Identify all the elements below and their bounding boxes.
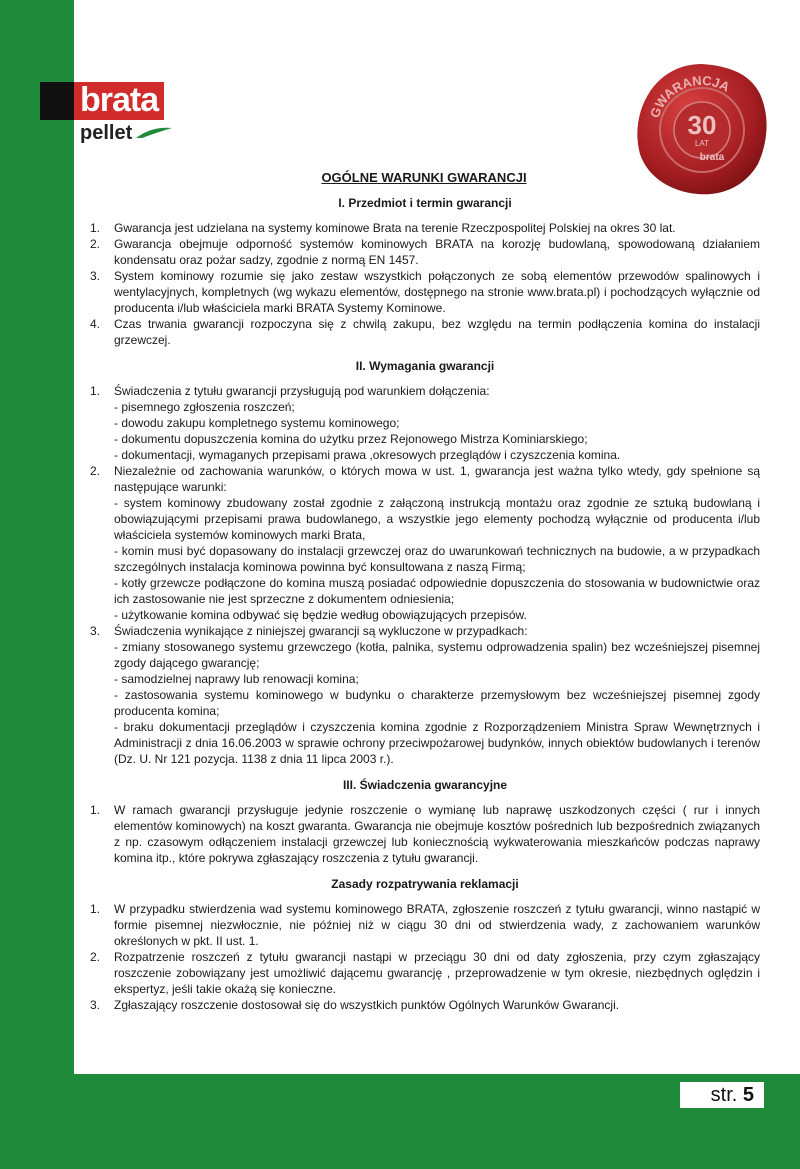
item-line: W przypadku stwierdzenia wad systemu kominowego BRATA, zgłoszenie roszczeń z tytułu gwarancji, winno nastąpić w formie pisemnej niezwłocznie, nie później niż w ciągu 30 dni od stwierdzenia wady, z zachowaniem warunków określonych w pkt. II ust. 1. [114, 902, 760, 948]
item-line: - użytkowanie komina odbywać się będzie według obowiązujących przepisów. [114, 608, 527, 622]
item-number: 2. [90, 950, 101, 964]
item-text [114, 949, 760, 997]
item-text [114, 268, 760, 316]
list-item [90, 623, 760, 767]
list-item [90, 236, 760, 268]
item-line: - kotły grzewcze podłączone do komina muszą posiadać odpowiednie dopuszczenia do stosowania w budownictwie oraz ich zastosowanie nie jest sprzeczne z dokumentem odniesienia; [114, 576, 760, 606]
item-line: Gwarancja obejmuje odporność systemów kominowych BRATA na korozję budowlaną, spowodowaną działaniem kondensatu oraz pożar sadzy, zgodnie z normą EN 1457. [114, 237, 760, 267]
item-line: Rozpatrzenie roszczeń z tytułu gwarancji nastąpi w przeciągu 30 dni od daty zgłoszenia, przy czym zgłaszający roszczenie zobowiązany jest umożliwić dającemu gwarancję , przeprowadzenie w tym okresie, niezbędnych oględzin i ekspertyz, jeśli takie okażą się konieczne. [114, 950, 760, 996]
item-number: 2. [90, 237, 101, 251]
seal-number: 30 [687, 110, 717, 140]
item-line: Świadczenia z tytułu gwarancji przysługują pod warunkiem dołączenia: [114, 384, 490, 398]
section-title: II. Wymagania gwarancji [355, 359, 495, 373]
logo-brand-text: brata [74, 82, 164, 120]
page-title: OGÓLNE WARUNKI GWARANCJI [321, 170, 527, 185]
section-title: Zasady rozpatrywania reklamacji [331, 877, 519, 891]
item-number: 3. [90, 269, 101, 283]
item-text [114, 997, 760, 1013]
item-text [114, 236, 760, 268]
item-text [114, 316, 760, 348]
section-title: I. Przedmiot i termin gwarancji [338, 196, 512, 210]
item-number: 1. [90, 902, 101, 916]
section-benefits [90, 777, 760, 866]
leaf-icon [134, 126, 174, 140]
item-line: - system kominowy zbudowany został zgodnie z załączoną instrukcją montażu oraz zgodnie ze sztuką budowlaną i obowiązującymi przepisami prawa budowlanego, a wszystkie jego elementy pochodzą wyłącznie od producenta i/lub właściciela systemów kominowych marki Brata, [114, 496, 760, 542]
item-text [114, 383, 760, 463]
item-text [114, 802, 760, 866]
item-line: - dowodu zakupu kompletnego systemu kominowego; [114, 416, 400, 430]
page-number: 5 [742, 1084, 754, 1106]
item-number: 2. [90, 464, 101, 478]
item-number: 4. [90, 317, 101, 331]
list-item [90, 997, 760, 1013]
section-requirements [90, 358, 760, 767]
item-number: 3. [90, 998, 101, 1012]
item-text [114, 901, 760, 949]
item-line: - dokumentu dopuszczenia komina do użytku przez Rejonowego Mistrza Kominiarskiego; [114, 432, 588, 446]
seal-unit: LAT [694, 139, 710, 148]
list-item [90, 220, 760, 236]
list-item [90, 802, 760, 866]
section-complaints [90, 876, 760, 1013]
item-text [114, 623, 760, 767]
item-text [114, 220, 760, 236]
logo-black-block [40, 82, 74, 120]
item-number: 1. [90, 384, 101, 398]
section-title: III. Świadczenia gwarancyjne [342, 778, 508, 792]
item-line: System kominowy rozumie się jako zestaw wszystkich połączonych ze sobą elementów przewodów spalinowych i wentylacyjnych, kompletnych (wg wykazu elementów, dostępnego na stronie www.brata.pl) i pochodzących wyłącznie od producenta i/lub właściciela marki BRATA Systemy Kominowe. [114, 269, 760, 315]
list-item [90, 463, 760, 623]
list-item [90, 901, 760, 949]
item-line: Gwarancja jest udzielana na systemy kominowe Brata na terenie Rzeczpospolitej Polskiej na okres 30 lat. [114, 221, 676, 235]
item-line: Świadczenia wynikające z niniejszej gwarancji są wykluczone w przypadkach: [114, 624, 528, 638]
item-line: - pisemnego zgłoszenia roszczeń; [114, 400, 295, 414]
brata-pellet-logo [40, 82, 175, 142]
item-line: Zgłaszający roszczenie dostosował się do wszystkich punktów Ogólnych Warunków Gwarancji. [114, 998, 620, 1012]
logo-sub-text: pellet [80, 122, 133, 144]
section-subject [90, 195, 760, 348]
document-body [90, 192, 760, 1023]
item-line: Niezależnie od zachowania warunków, o których mowa w ust. 1, gwarancja jest ważna tylko wtedy, gdy spełnione są następujące warunki: [114, 464, 760, 494]
item-line: - zmiany stosowanego systemu grzewczego (kotła, palnika, systemu odprowadzenia spalin) bez wcześniejszej pisemnej zgody dającego gwarancję; [114, 640, 760, 670]
item-line: - dokumentacji, wymaganych przepisami prawa ,okresowych przeglądów i czyszczenia komina. [114, 448, 621, 462]
item-line: - zastosowania systemu kominowego w budynku o charakterze przemysłowym bez wcześniejszej pisemnej zgody producenta komina; [114, 688, 760, 718]
item-line: - komin musi być dopasowany do instalacji grzewczej oraz do uwarunkowań technicznych na budowie, a w przypadkach szczególnych instalacja kominowa powinna być konsultowana z naszą Firmą; [114, 544, 760, 574]
seal-ring-text: GWARANCJA [646, 72, 733, 120]
item-text [114, 463, 760, 623]
list-item [90, 949, 760, 997]
item-line: W ramach gwarancji przysługuje jedynie roszczenie o wymianę lub naprawę uszkodzonych części ( rur i innych elementów kominowych) na koszt gwaranta. Gwarancja nie obejmuje kosztów pośrednich lub bezpośrednich związanych z np. czasowym odłączeniem instalacji grzewczej lub koniecznością wykwaterowania mieszkańców podczas naprawy komina itp., które pokrywa zgłaszający roszczenia z tytułu gwarancji. [114, 803, 760, 865]
list-item [90, 268, 760, 316]
item-line: - braku dokumentacji przeglądów i czyszczenia komina zgodnie z Rozporządzeniem Ministra Spraw Wewnętrznych i Administracji z dnia 16.06.2003 w sprawie ochrony przeciwpożarowej budynków, innych obiektów budowlanych i terenów (Dz. U. Nr 121 pozycja. 1138 z dnia 11 lipca 2003 r.). [114, 720, 760, 766]
item-number: 3. [90, 624, 101, 638]
item-number: 1. [90, 221, 101, 235]
item-line: - samodzielnej naprawy lub renowacji komina; [114, 672, 359, 686]
page-number-badge [680, 1082, 764, 1108]
green-side-bar [0, 0, 74, 1169]
seal-brand: brata [699, 152, 725, 163]
list-item [90, 316, 760, 348]
item-line: Czas trwania gwarancji rozpoczyna się z chwilą zakupu, bez względu na termin podłączenia komina do instalacji grzewczej. [114, 317, 760, 347]
page-prefix: str. [710, 1084, 738, 1106]
list-item [90, 383, 760, 463]
item-number: 1. [90, 803, 101, 817]
